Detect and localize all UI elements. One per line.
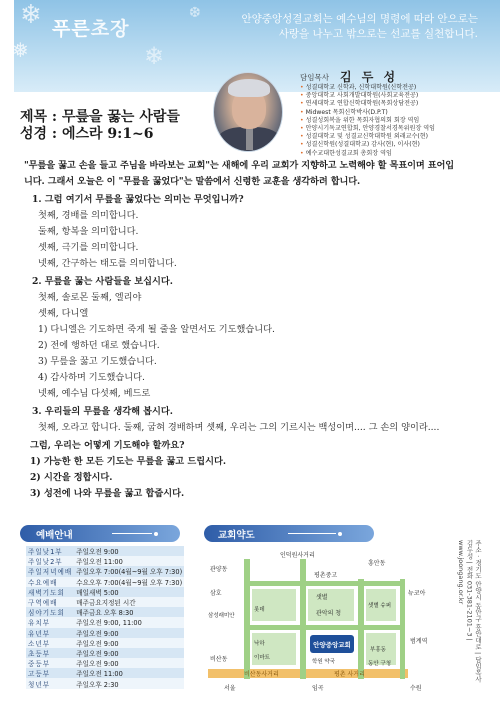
schedule-time: 매주금요 오후 8:30: [76, 609, 134, 618]
church-label: 안양중앙교회: [313, 641, 351, 649]
map-label: 이마트: [254, 655, 270, 661]
schedule-service: 주일저녁예배: [28, 568, 73, 577]
pastor-name: 김 두 성: [340, 70, 399, 84]
schedule-service: 유년부: [28, 629, 51, 638]
map-label: 샛별: [316, 594, 328, 601]
worship-schedule: [26, 546, 184, 689]
schedule-time: 주일오후 2:30: [76, 680, 119, 689]
credential-item: • 연세대학교 연합신학대학원(목회상담전공): [300, 100, 485, 108]
map-label: 롯데: [254, 607, 265, 613]
map-label: 인덕원사거리: [280, 552, 315, 559]
schedule-service: 초등부: [28, 649, 51, 658]
schedule-time: 주일오전 11:00: [76, 670, 123, 679]
schedule-service: 유치부: [28, 619, 51, 628]
map-label: 동안 구청: [368, 661, 392, 667]
section-item: 첫째, 솔로몬 둘째, 엘리야: [38, 292, 142, 303]
tab-line-decoration: [112, 533, 152, 534]
schedule-row: [26, 556, 184, 566]
sermon-title: 제목 : 무릎을 꿇는 사람들: [20, 109, 180, 125]
section-item: 넷째, 간구하는 태도를 의미합니다.: [38, 258, 177, 269]
church-address-strip: 주소 · 경기도 안양시 동안구 흥안대로 | 담임목사 김두성 | 전화 031-381-2101~3 | www.joongang.or.kr: [457, 540, 482, 683]
schedule-service: 소년부: [28, 639, 51, 648]
map-label: 비산동: [210, 656, 228, 663]
section-heading: 3. 우리들의 무릎을 생각해 봅시다.: [32, 406, 173, 417]
map-label: 샛별 슈퍼: [368, 603, 392, 609]
snowflake-icon: ❆: [189, 5, 201, 21]
map-label: 수원: [410, 685, 422, 692]
tab-dot-decoration: [154, 532, 158, 536]
credential-item: • 성결대학교 신학과, 신학대학원(신학전공): [300, 84, 485, 92]
schedule-row: [26, 546, 184, 556]
map-label: 관양동: [210, 566, 228, 573]
sermon-scripture: 성경 : 에스라 9:1~6: [20, 126, 154, 142]
map-label: 학원 약국: [312, 659, 336, 665]
section-item: 셋째, 다니엘: [38, 308, 89, 319]
motto-line-2: 사랑을 나누고 밖으로는 선교를 실천합니다.: [278, 28, 478, 40]
credential-item: • 성결대학교 및 성결교신학대학원 외래교수(현): [300, 133, 485, 141]
schedule-row: [26, 628, 184, 638]
closing-item: 2) 시간을 정합시다.: [30, 472, 113, 483]
section-item: 둘째, 항복을 의미합니다.: [38, 226, 139, 237]
map-block: [252, 589, 296, 621]
credential-item: • 안양시기독교연합회, 안양경찰서경목위원장 역임: [300, 125, 485, 133]
map-label: 뉴코아: [408, 590, 426, 597]
brand-part1: 푸른: [52, 18, 91, 40]
map-label: 삼호: [210, 590, 222, 597]
road-vertical: [300, 559, 306, 679]
credential-item: • 성결신학원(성결대학교) 감사(현), 이사(현): [300, 141, 485, 149]
section-item: 3) 무릎을 꿇고 기도했습니다.: [38, 356, 157, 367]
schedule-time: 매주금요지정된 시간: [76, 599, 136, 608]
schedule-service: 심야기도회: [28, 609, 65, 618]
schedule-time: 주일오전 9:00: [76, 548, 119, 557]
worship-tab-label: 예배안내: [36, 530, 73, 541]
schedule-time: 수요오후 7:00(4월~9월 오후 7:30): [76, 578, 183, 587]
schedule-time: 매일새벽 5:00: [76, 588, 119, 597]
schedule-row: [26, 678, 184, 688]
worship-guide-tab: [20, 525, 180, 542]
schedule-row: [26, 597, 184, 607]
tab-dot-decoration: [338, 532, 342, 536]
closing-item: 3) 성전에 나와 무릎을 꿇고 합줍시다.: [30, 488, 185, 499]
schedule-time: 주일오전 9:00: [76, 649, 119, 658]
section-item: 2) 전에 행하던 대로 했습니다.: [38, 340, 160, 351]
photo-tie: [246, 128, 253, 150]
schedule-service: 새벽기도회: [28, 588, 65, 597]
schedule-service: 고등부: [28, 670, 51, 679]
snowflake-icon: ❄: [144, 42, 165, 70]
map-label: 흥안동: [368, 560, 386, 567]
map-label: 서울: [224, 685, 236, 692]
schedule-service: 수요예배: [28, 578, 58, 587]
credential-item: • 예수교대한성결교회 총회장 역임: [300, 150, 485, 158]
map-label: 관악의 청: [316, 610, 342, 617]
schedule-row: [26, 587, 184, 597]
schedule-service: 구역예배: [28, 599, 58, 608]
schedule-service: 주일낮2부: [28, 558, 63, 567]
closing-items: [24, 454, 456, 502]
closing-item: 1) 가능한 한 모든 기도는 무릎을 꿇고 드립시다.: [30, 456, 227, 467]
sermon-intro: "무릎을 꿇고 손을 들고 주님을 바라보는 교회"는 새해에 우리 교회가 지향하고 노력해야 할 목표이며 표어입니다. 그래서 오늘은 이 "무릎을 꿇었다"는 말씀에서 신령한 교훈을 생각하려 합니다.: [24, 160, 455, 187]
tab-line-decoration: [288, 533, 336, 534]
section-heading: 2. 무릎을 꿇는 사람들을 보십시다.: [32, 276, 173, 287]
map-label: 평촌 사거리: [334, 671, 365, 678]
road-horizontal-top: [244, 581, 404, 586]
schedule-row: [26, 577, 184, 587]
schedule-row: [26, 648, 184, 658]
pastor-photo: [213, 72, 283, 152]
road-horizontal-mid: [244, 625, 404, 630]
snowflake-icon: ❅: [12, 38, 29, 62]
schedule-row: [26, 658, 184, 668]
schedule-service: 주일낮1부: [28, 548, 63, 557]
map-label: 삼성래미안: [208, 613, 235, 619]
map-tab: [204, 525, 374, 542]
map-label: 비산동사거리: [244, 671, 279, 678]
schedule-time: 주일오후 7:00(4월~9월 오후 7:30): [76, 568, 183, 577]
sermon-sections: [24, 192, 456, 436]
church-motto: [228, 12, 478, 42]
schedule-time: 주일오전 11:00: [76, 558, 123, 567]
sermon-body: [24, 158, 456, 502]
sermon-section: [24, 192, 456, 272]
map-label: 부흥동: [370, 647, 386, 653]
map-label: 낙하: [254, 641, 265, 647]
schedule-row: [26, 617, 184, 627]
map-label: 범계역: [410, 638, 428, 645]
section-item: 첫째, 경배를 의미합니다.: [38, 210, 139, 221]
schedule-time: 주일오전 9:00: [76, 660, 119, 669]
section-item: 넷째, 예수님 다섯째, 베드로: [38, 388, 151, 399]
schedule-row: [26, 638, 184, 648]
pastor-credentials: [300, 84, 485, 158]
map-tab-label: 교회약도: [218, 530, 255, 541]
pastor-role: 담임목사: [300, 73, 329, 82]
section-item: 셋째, 극기를 의미합니다.: [38, 242, 139, 253]
sermon-section: [24, 274, 456, 402]
map-label: 평촌중고: [314, 572, 338, 579]
schedule-row: [26, 668, 184, 678]
road-vertical-left: [244, 559, 250, 679]
bulletin-title: [52, 14, 129, 41]
credential-item: • 중앙대학교 사회개발대학원(사회교육전공): [300, 92, 485, 100]
main-road-horizontal: [208, 669, 408, 678]
section-item: 첫째, 오라고 합니다. 둘째, 굽혀 경배하며 셋째, 우리는 그의 기르시는 백성이며.... 그 손의 양이라....: [38, 422, 440, 433]
schedule-time: 주일오전 9:00: [76, 629, 119, 638]
section-item: 1) 다니엘은 기도하면 죽게 될 줄을 알면서도 기도했습니다.: [38, 324, 275, 335]
schedule-row: [26, 607, 184, 617]
brand-part2: 초장: [90, 18, 130, 40]
schedule-row: [26, 566, 184, 576]
snowflake-icon: ❄: [20, 0, 42, 30]
schedule-time: 주일오전 9:00, 11:00: [76, 619, 142, 628]
schedule-service: 청년부: [28, 680, 51, 689]
credential-item: • 성결성회복을 위한 목회자협의회 회장 역임: [300, 117, 485, 125]
section-item: 4) 감사하며 기도했습니다.: [38, 372, 145, 383]
schedule-service: 중등부: [28, 660, 51, 669]
schedule-time: 주일오전 9:00: [76, 639, 119, 648]
photo-hair: [228, 79, 270, 97]
sermon-section: [24, 404, 456, 436]
church-map: [204, 547, 462, 699]
closing-question: 그럼, 우리는 어떻게 기도해야 할까요?: [30, 440, 185, 451]
motto-line-1: 안양중앙성결교회는 예수님의 명령에 따라 안으로는: [241, 13, 478, 25]
road-vertical-far: [400, 579, 405, 679]
credential-item: • Midwest 목회신학박사(D.P.T): [300, 109, 485, 117]
section-heading: 1. 그럼 여기서 무릎을 꿇었다는 의미는 무엇입니까?: [32, 194, 244, 205]
map-label: 임곡: [312, 685, 324, 692]
